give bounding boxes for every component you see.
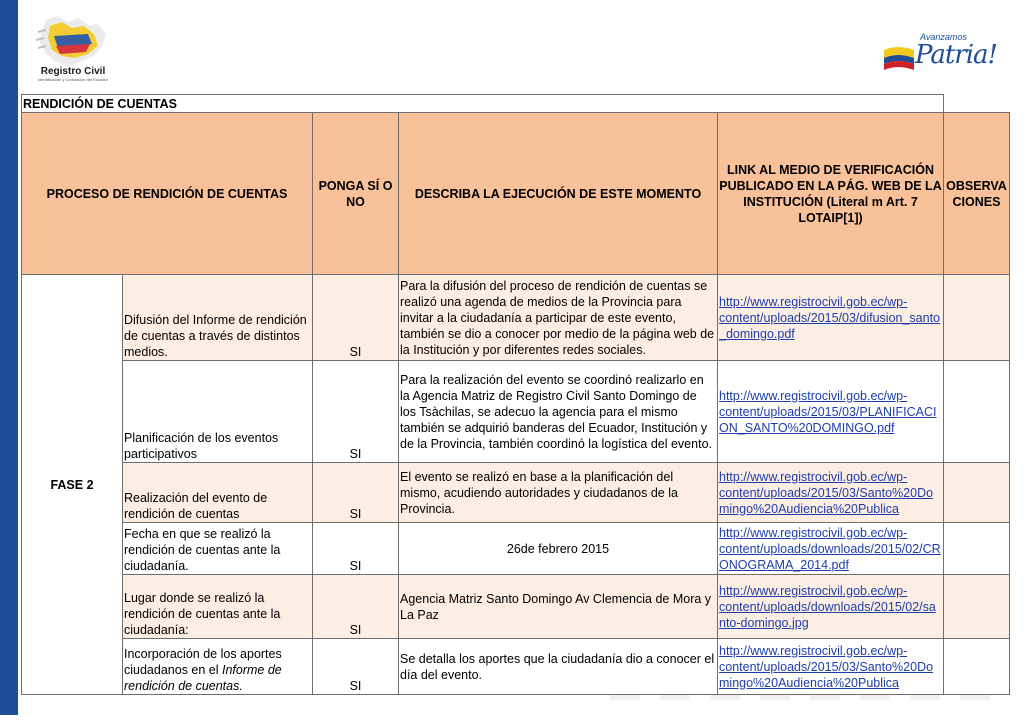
row-observation [944,523,1010,575]
row-link[interactable]: http://www.registrocivil.gob.ec/wp-content/uploads/2015/03/Santo%20Domingo%20Audiencia%20Publica [718,463,944,523]
row-description: El evento se realizó en base a la planificación del mismo, acudiendo autoridades y ciudadanos de la Provincia. [399,463,718,523]
row-answer: SI [313,361,399,463]
header-yes-no: PONGA SÍ O NO [313,113,399,275]
row-link[interactable]: http://www.registrocivil.gob.ec/wp-content/uploads/2015/03/PLANIFICACION_SANTO%20DOMINGO.pdf [718,361,944,463]
row-answer: SI [313,523,399,575]
header-link: LINK AL MEDIO DE VERIFICACIÓN PUBLICADO EN LA PÁG. WEB DE LA INSTITUCIÓN (Literal m Art. 7 LOTAIP[1]) [718,113,944,275]
table-row [22,361,1010,463]
row-description: Para la realización del evento se coordinó realizarlo en la Agencia Matriz de Registro Civil Santo Domingo de los Tsàchilas, se adecuo la agencia para el mismo también se adquirió banderas del Ecuador, Institución y de la Provincia, también coordinó la logística del evento. [399,361,718,463]
table-title: RENDICIÓN DE CUENTAS [22,95,944,113]
row-observation [944,575,1010,639]
logo-subtitle: Identificación y Cedulación del Ecuador [37,77,109,82]
row-process-italic: Informe de rendición de cuentas. [124,663,282,693]
table-row [22,523,1010,575]
row-process: Fecha en que se realizó la rendición de cuentas ante la ciudadanía. [123,523,313,575]
patria-logo-tagline: Avanzamos [920,32,967,42]
row-process: Lugar donde se realizó la rendición de cuentas ante la ciudadanía: [123,575,313,639]
patria-logo-text: Patria! [915,40,997,70]
row-link[interactable]: http://www.registrocivil.gob.ec/wp-content/uploads/2015/03/Santo%20Domingo%20Audiencia%20Publica [718,639,944,695]
row-observation [944,361,1010,463]
empty-corner [944,95,1010,113]
header-observations: OBSERVACIONES [944,113,1010,275]
rendicion-cuentas-table [21,94,1010,695]
row-description: 26de febrero 2015 [399,523,718,575]
row-observation [944,463,1010,523]
row-process-text: Incorporación de los aportes ciudadanos en el [124,647,282,677]
logo-title: Registro Civil [40,66,106,77]
row-observation [944,639,1010,695]
row-process: Planificación de los eventos participativos [123,361,313,463]
registro-civil-logo [30,66,116,82]
row-description: Agencia Matriz Santo Domingo Av Clemencia de Mora y La Paz [399,575,718,639]
row-process [123,639,313,695]
row-link[interactable]: http://www.registrocivil.gob.ec/wp-content/uploads/downloads/2015/02/CRONOGRAMA_2014.pdf [718,523,944,575]
row-description: Se detalla los aportes que la ciudadanía dio a conocer el día del evento. [399,639,718,695]
row-observation [944,275,1010,361]
row-process: Difusión del Informe de rendición de cuentas a través de distintos medios. [123,275,313,361]
row-link[interactable]: http://www.registrocivil.gob.ec/wp-content/uploads/downloads/2015/02/santo-domingo.jpg [718,575,944,639]
header-describe: DESCRIBA LA EJECUCIÓN DE ESTE MOMENTO [399,113,718,275]
row-description: Para la difusión del proceso de rendición de cuentas se realizó una agenda de medios de la Provincia para invitar a la ciudadanía a participar de este evento, también se dio a conocer por medio de la página web de la Institución y por diferentes redes sociales. [399,275,718,361]
header-process: PROCESO DE RENDICIÓN DE CUENTAS [22,113,313,275]
row-link[interactable]: http://www.registrocivil.gob.ec/wp-content/uploads/2015/03/difusion_santo_domingo.pdf [718,275,944,361]
row-answer: SI [313,639,399,695]
table-row [22,463,1010,523]
left-accent-bar [0,0,18,715]
phase-label: FASE 2 [22,275,123,695]
row-answer: SI [313,575,399,639]
row-process: Realización del evento de rendición de cuentas [123,463,313,523]
row-answer: SI [313,275,399,361]
table-row [22,639,1010,695]
row-answer: SI [313,463,399,523]
table-row [22,575,1010,639]
table-row [22,275,1010,361]
